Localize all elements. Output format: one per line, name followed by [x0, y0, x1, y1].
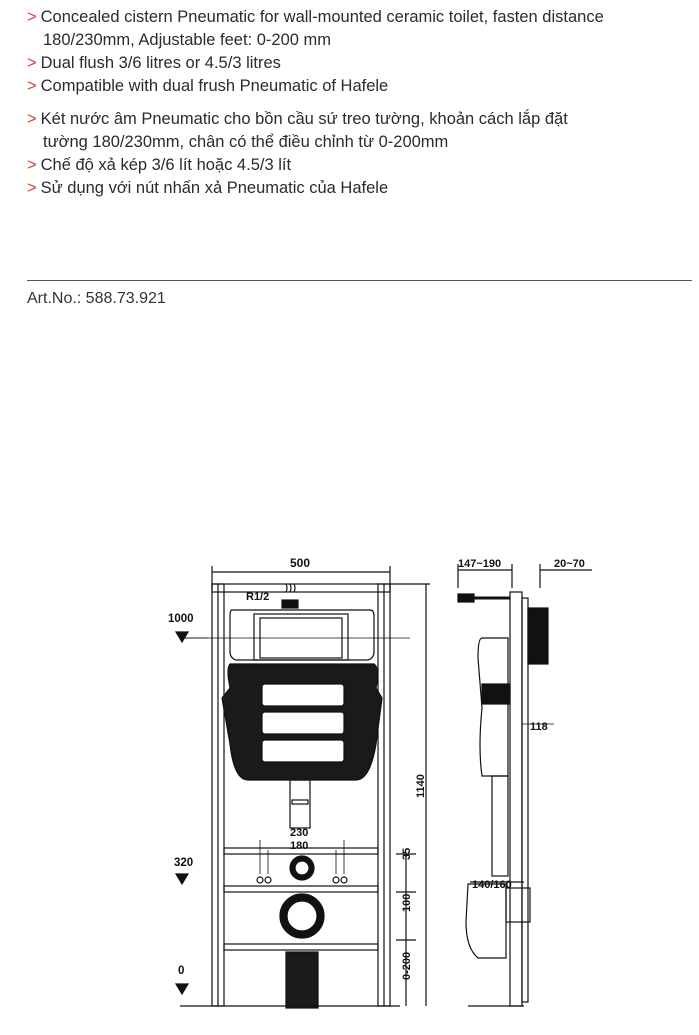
dim-width-label: 500	[290, 556, 311, 570]
bullet-marker: >	[27, 179, 37, 197]
features-block	[27, 6, 687, 200]
divider	[27, 280, 692, 281]
level-1000: 1000	[168, 613, 194, 625]
feature-item	[27, 52, 687, 75]
feature-text: Két nước âm Pneumatic cho bồn cầu sứ treo tường, khoản cách lắp đặt	[40, 110, 568, 128]
bullet-marker: >	[27, 156, 37, 174]
dim-button-range: 20~70	[554, 558, 585, 570]
features-vi	[27, 108, 687, 200]
feature-text: Concealed cistern Pneumatic for wall-mounted ceramic toilet, fasten distance	[40, 8, 604, 26]
cistern-side	[478, 638, 508, 776]
feature-item	[27, 108, 687, 154]
dim-1140: 1140	[415, 774, 427, 798]
article-number: Art.No.: 588.73.921	[27, 290, 166, 307]
dim-0-200: 0-200	[401, 951, 413, 980]
feature-text-cont: tường 180/230mm, chân có thể điều chỉnh từ 0-200mm	[43, 133, 449, 151]
level-320: 320	[174, 857, 194, 869]
dim-118: 118	[530, 721, 548, 733]
bullet-marker: >	[27, 110, 37, 128]
outlet-bend	[466, 884, 506, 958]
feature-item	[27, 154, 687, 177]
feature-item	[27, 75, 687, 98]
technical-drawing	[160, 548, 695, 1028]
dim-depth-range: 147~190	[458, 558, 502, 570]
dim-140-160: 140/160	[472, 879, 512, 891]
bullet-marker: >	[27, 77, 37, 95]
level-0: 0	[178, 965, 185, 977]
feature-text: Compatible with dual frush Pneumatic of Hafele	[40, 77, 389, 95]
pipe-label: R1/2	[246, 591, 270, 603]
bullet-marker: >	[27, 54, 37, 72]
feature-text: Dual flush 3/6 litres or 4.5/3 litres	[40, 54, 281, 72]
dim-180: 180	[290, 840, 309, 852]
feature-item	[27, 6, 687, 52]
feature-text: Sử dụng với nút nhấn xả Pneumatic của Hafele	[40, 179, 389, 197]
features-en	[27, 6, 687, 98]
feature-item	[27, 177, 687, 200]
feature-text: Chế độ xả kép 3/6 lít hoặc 4.5/3 lít	[40, 156, 292, 174]
side-frame	[510, 592, 522, 1006]
dim-230: 230	[290, 827, 309, 839]
feature-text-cont: 180/230mm, Adjustable feet: 0-200 mm	[43, 31, 331, 49]
dim-35: 35	[401, 847, 413, 860]
bullet-marker: >	[27, 8, 37, 26]
dim-100: 100	[401, 893, 413, 912]
